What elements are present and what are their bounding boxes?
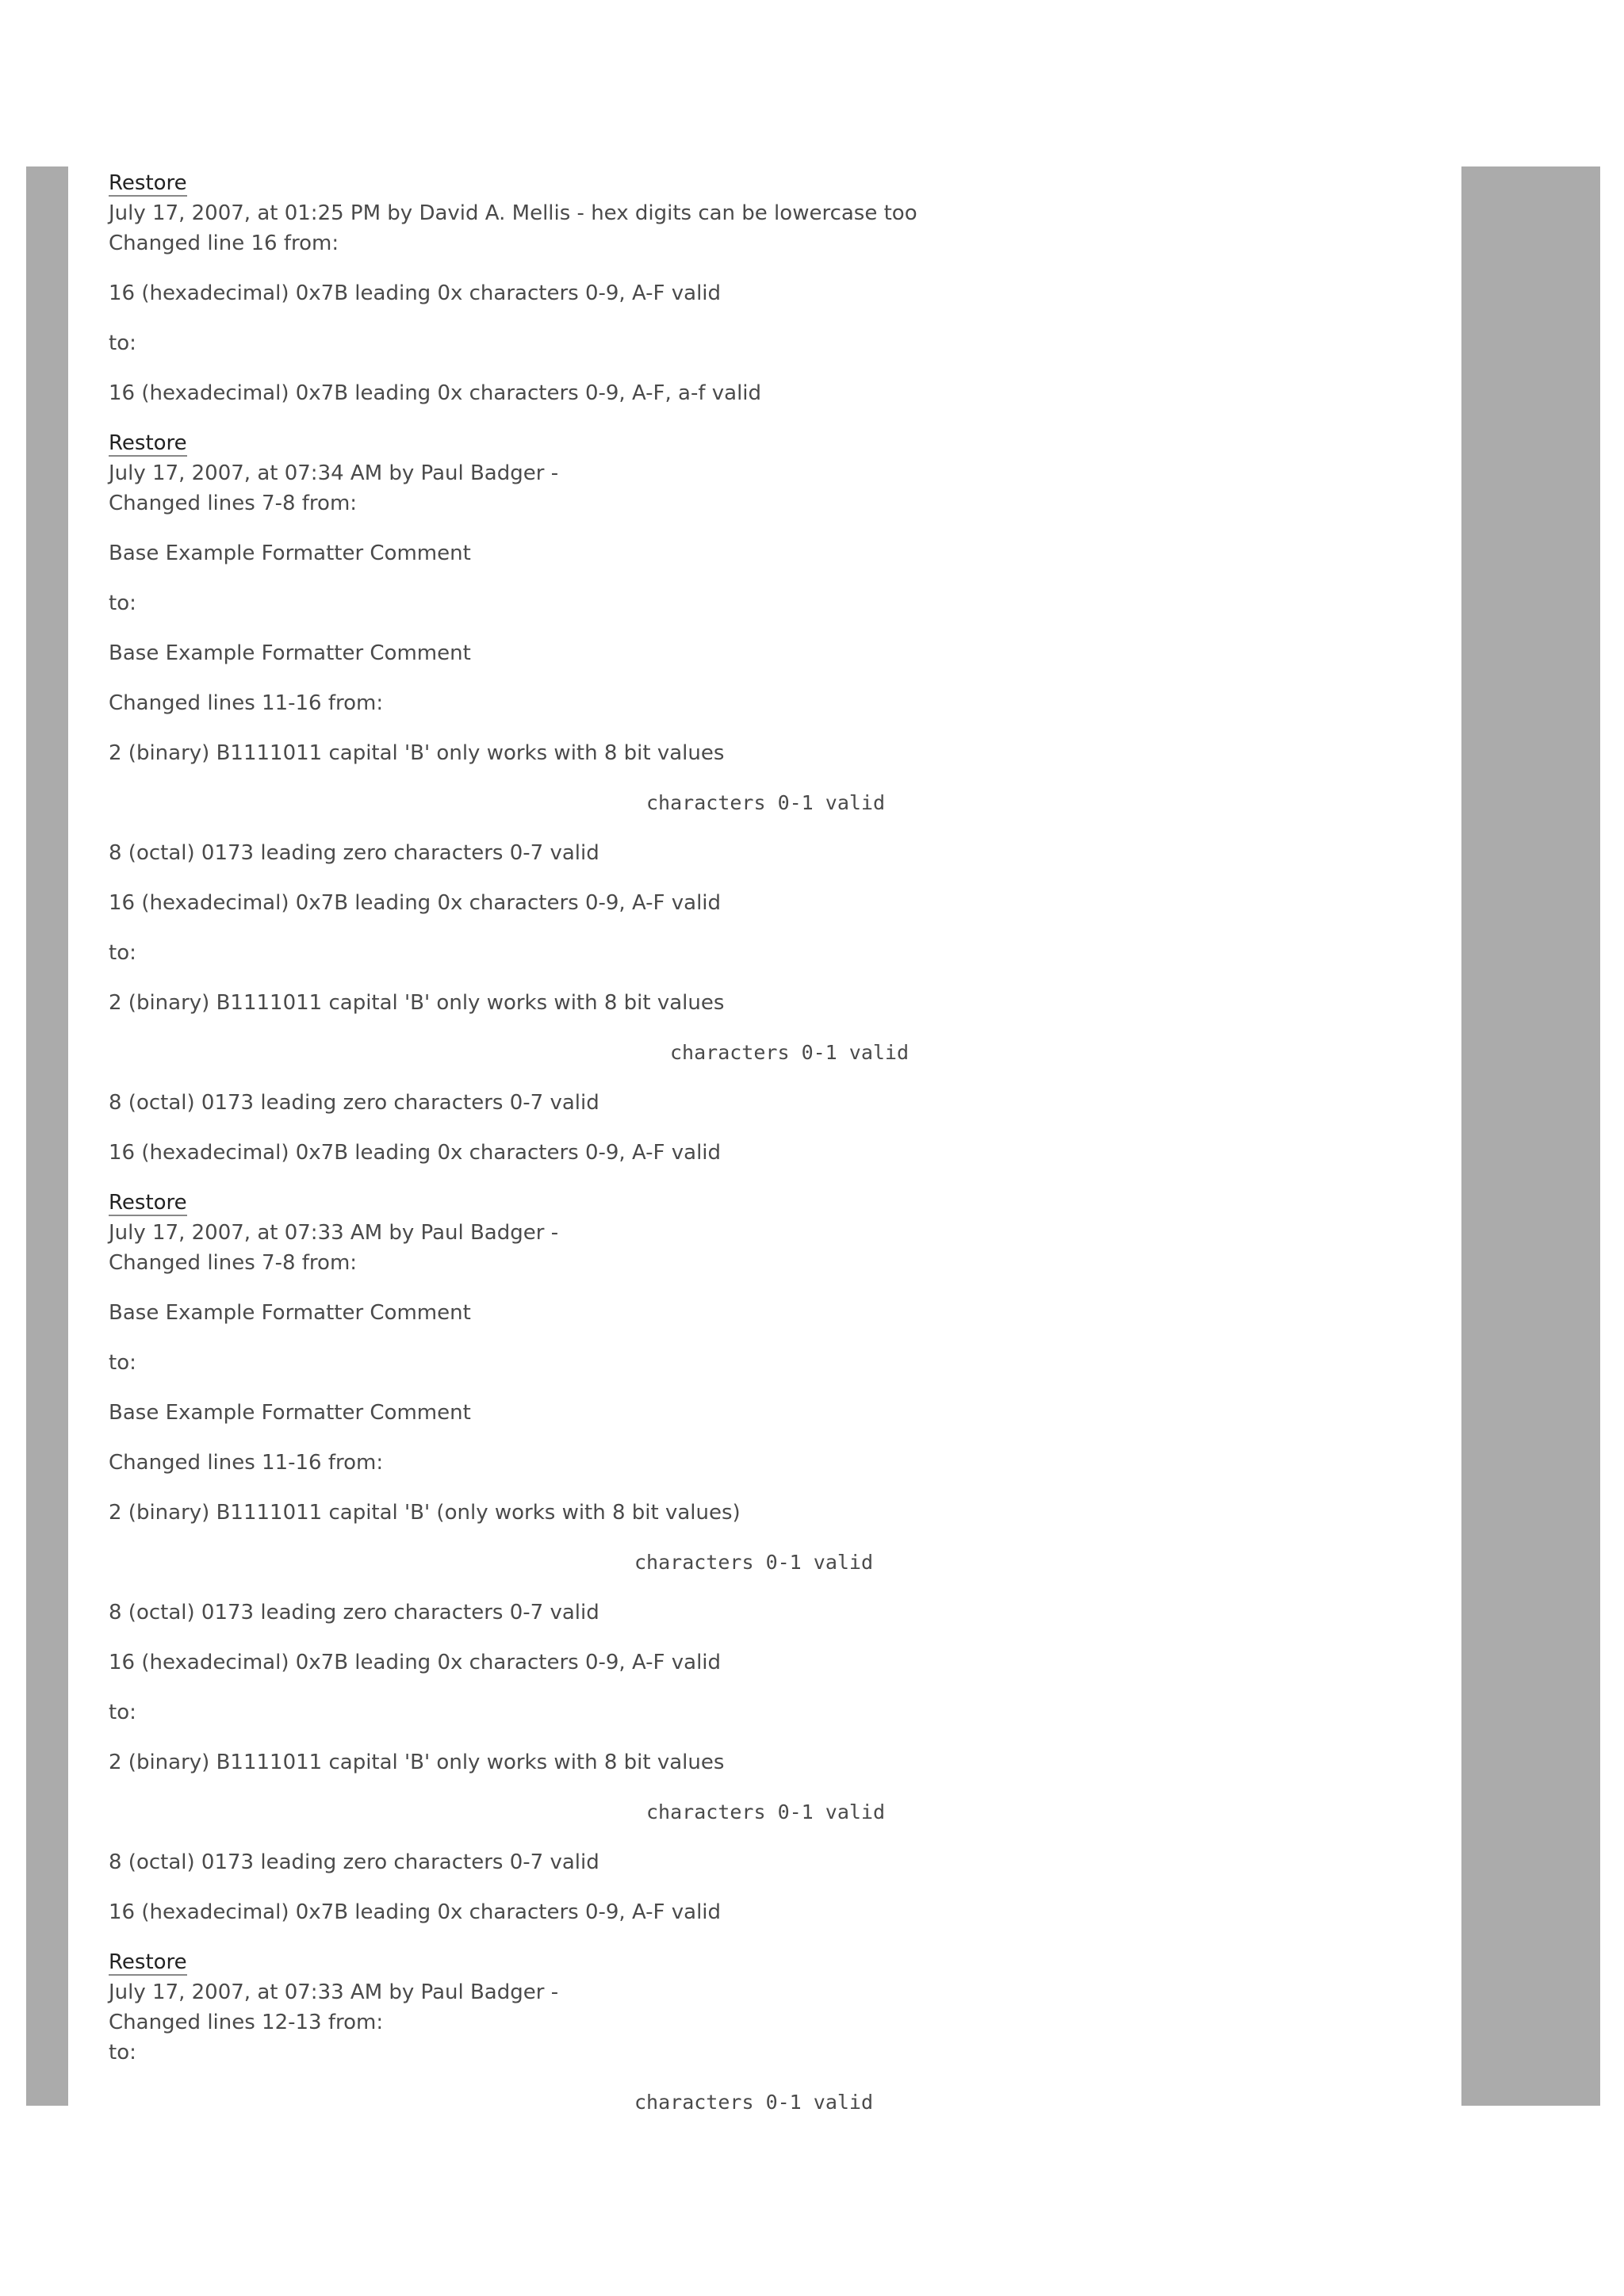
revision-entry bbox=[109, 168, 1441, 408]
diff-line: 16 (hexadecimal) 0x7B leading 0x characters 0-9, A-F valid bbox=[109, 1900, 722, 1924]
revision-header: July 17, 2007, at 07:33 AM by Paul Badger - bbox=[109, 1221, 559, 1245]
page-history-content bbox=[109, 168, 1441, 2118]
to-label: to: bbox=[109, 2041, 136, 2064]
diff-line: 2 (binary) B1111011 capital 'B' only works with 8 bit values bbox=[109, 741, 725, 765]
diff-code-line: characters 0-1 valid bbox=[646, 1800, 886, 1823]
diff-line: Base Example Formatter Comment bbox=[109, 641, 471, 665]
diff-line: 8 (octal) 0173 leading zero characters 0-7 valid bbox=[109, 841, 599, 865]
changed-lines-label: Changed lines 11-16 from: bbox=[109, 691, 384, 715]
diff-code-line: characters 0-1 valid bbox=[634, 2091, 874, 2114]
diff-line: 16 (hexadecimal) 0x7B leading 0x characters 0-9, A-F valid bbox=[109, 281, 722, 305]
diff-line: 8 (octal) 0173 leading zero characters 0-7 valid bbox=[109, 1850, 599, 1874]
changed-lines-label: Changed lines 7-8 from: bbox=[109, 1251, 358, 1275]
right-sidebar-bar bbox=[1461, 166, 1600, 2106]
diff-code-line: characters 0-1 valid bbox=[646, 791, 886, 814]
diff-line: 2 (binary) B1111011 capital 'B' only works with 8 bit values bbox=[109, 1751, 725, 1774]
diff-line: 8 (octal) 0173 leading zero characters 0-7 valid bbox=[109, 1091, 599, 1115]
diff-line: 8 (octal) 0173 leading zero characters 0-7 valid bbox=[109, 1601, 599, 1624]
to-label: to: bbox=[109, 331, 136, 355]
restore-link[interactable]: Restore bbox=[109, 1950, 187, 1974]
diff-line: 16 (hexadecimal) 0x7B leading 0x characters 0-9, A-F valid bbox=[109, 1141, 722, 1165]
diff-code-line: characters 0-1 valid bbox=[634, 1551, 874, 1574]
revision-header: July 17, 2007, at 07:34 AM by Paul Badger - bbox=[109, 461, 559, 485]
diff-line: 2 (binary) B1111011 capital 'B' only works with 8 bit values bbox=[109, 991, 725, 1015]
diff-line: Base Example Formatter Comment bbox=[109, 1401, 471, 1425]
left-sidebar-bar bbox=[26, 166, 68, 2106]
diff-line: 2 (binary) B1111011 capital 'B' (only works with 8 bit values) bbox=[109, 1501, 741, 1525]
revision-entry bbox=[109, 428, 1441, 1168]
to-label: to: bbox=[109, 1351, 136, 1375]
changed-lines-label: Changed line 16 from: bbox=[109, 232, 339, 255]
to-label: to: bbox=[109, 591, 136, 615]
diff-line: 16 (hexadecimal) 0x7B leading 0x characters 0-9, A-F, a-f valid bbox=[109, 381, 762, 405]
diff-line: 16 (hexadecimal) 0x7B leading 0x characters 0-9, A-F valid bbox=[109, 1651, 722, 1674]
diff-line: Base Example Formatter Comment bbox=[109, 1301, 471, 1325]
revision-entry bbox=[109, 1947, 1441, 2118]
diff-line: Base Example Formatter Comment bbox=[109, 541, 471, 565]
to-label: to: bbox=[109, 941, 136, 965]
revision-header: July 17, 2007, at 01:25 PM by David A. Mellis - hex digits can be lowercase too bbox=[109, 201, 917, 225]
restore-link[interactable]: Restore bbox=[109, 1191, 187, 1215]
changed-lines-label: Changed lines 7-8 from: bbox=[109, 492, 358, 515]
changed-lines-label: Changed lines 11-16 from: bbox=[109, 1451, 384, 1475]
to-label: to: bbox=[109, 1701, 136, 1724]
changed-lines-label: Changed lines 12-13 from: bbox=[109, 2011, 384, 2034]
revision-header: July 17, 2007, at 07:33 AM by Paul Badger - bbox=[109, 1980, 559, 2004]
diff-line: 16 (hexadecimal) 0x7B leading 0x characters 0-9, A-F valid bbox=[109, 891, 722, 915]
revision-entry bbox=[109, 1188, 1441, 1927]
restore-link[interactable]: Restore bbox=[109, 171, 187, 195]
restore-link[interactable]: Restore bbox=[109, 431, 187, 455]
diff-code-line: characters 0-1 valid bbox=[670, 1041, 910, 1064]
